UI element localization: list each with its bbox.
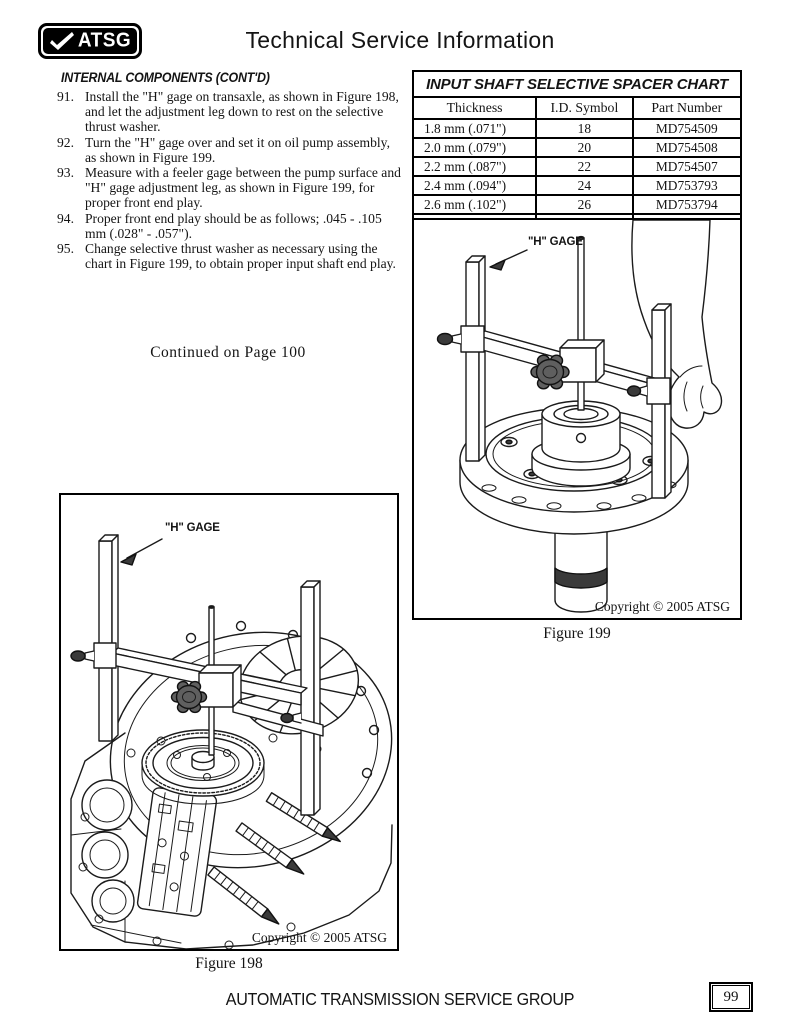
section-heading: INTERNAL COMPONENTS (CONT'D) <box>61 70 270 85</box>
spacer-chart-cell: 2.2 mm (.087") <box>413 157 536 176</box>
spacer-chart-title: INPUT SHAFT SELECTIVE SPACER CHART <box>413 71 741 97</box>
h-gage-arrow <box>121 539 162 565</box>
spacer-chart-column-header: I.D. Symbol <box>536 97 632 119</box>
spacer-chart-cell: MD753794 <box>633 195 741 214</box>
figure-198-caption: Figure 198 <box>195 955 263 972</box>
instruction-step <box>57 89 401 135</box>
spacer-chart-row <box>413 157 741 176</box>
step-text: Install the "H" gage on transaxle, as shown in Figure 198, and let the adjustment leg down to rest on the selective thrust washer. <box>85 89 399 135</box>
spacer-chart-cell: MD754508 <box>633 138 741 157</box>
spacer-chart-cell: 2.4 mm (.094") <box>413 176 536 195</box>
h-gage-arrow <box>490 250 527 270</box>
step-text: Change selective thrust washer as necessary using the chart in Figure 199, to obtain proper input shaft end play. <box>85 241 396 272</box>
step-number: 95. <box>57 241 74 257</box>
instruction-list <box>57 89 401 271</box>
spacer-chart-cell: 20 <box>536 138 632 157</box>
page-number: 99 <box>712 985 750 1009</box>
instruction-step <box>57 211 401 241</box>
spacer-chart-header-row <box>413 97 741 119</box>
spacer-chart <box>412 70 742 234</box>
continued-note: Continued on Page 100 <box>150 344 306 361</box>
spacer-chart-column-header: Thickness <box>413 97 536 119</box>
figure-199-drawing <box>414 220 740 618</box>
page-number-box <box>709 982 753 1012</box>
spacer-chart-cell: 2.0 mm (.079") <box>413 138 536 157</box>
spacer-chart-row <box>413 119 741 138</box>
spacer-chart-cell: 26 <box>536 195 632 214</box>
atsg-logo-text: ATSG <box>77 29 132 52</box>
spacer-chart-cell: 22 <box>536 157 632 176</box>
spacer-chart-cell: MD754509 <box>633 119 741 138</box>
step-text: Measure with a feeler gage between the pump surface and "H" gage adjustment leg, as shown in Figure 199, for proper front end play. <box>85 165 401 211</box>
spacer-chart-row <box>413 138 741 157</box>
spacer-chart-cell: MD754507 <box>633 157 741 176</box>
spacer-chart-row <box>413 195 741 214</box>
page-title: Technical Service Information <box>245 27 555 53</box>
footer-organization: AUTOMATIC TRANSMISSION SERVICE GROUP <box>225 989 575 1009</box>
spacer-chart-cell: 1.8 mm (.071") <box>413 119 536 138</box>
spacer-chart-cell: MD753793 <box>633 176 741 195</box>
spacer-chart-column-header: Part Number <box>633 97 741 119</box>
step-number: 92. <box>57 134 74 150</box>
h-gage-label-199: "H" GAGE <box>528 236 583 248</box>
spacer-chart-cell: 18 <box>536 119 632 138</box>
step-text: Turn the "H" gage over and set it on oil pump assembly, as shown in Figure 199. <box>85 134 390 165</box>
spacer-chart-body <box>413 119 741 233</box>
figure-199-copyright: Copyright © 2005 ATSG <box>594 599 730 614</box>
spacer-chart-cell: 24 <box>536 176 632 195</box>
figure-199-caption: Figure 199 <box>543 625 611 642</box>
step-number: 91. <box>57 89 74 104</box>
figure-198-drawing <box>61 495 397 949</box>
spacer-chart-cell: 2.6 mm (.102") <box>413 195 536 214</box>
step-number: 94. <box>57 210 74 226</box>
spacer-chart-row <box>413 176 741 195</box>
figure-198-copyright: Copyright © 2005 ATSG <box>251 930 387 945</box>
figure-199 <box>412 218 742 620</box>
figure-198 <box>59 493 399 951</box>
h-gage-label-198: "H" GAGE <box>165 522 220 534</box>
instruction-step <box>57 241 401 271</box>
step-text: Proper front end play should be as follows; .045 - .105 mm (.028" - .057"). <box>85 210 382 241</box>
instruction-step <box>57 165 401 211</box>
step-number: 93. <box>57 165 74 181</box>
instruction-step <box>57 135 401 165</box>
